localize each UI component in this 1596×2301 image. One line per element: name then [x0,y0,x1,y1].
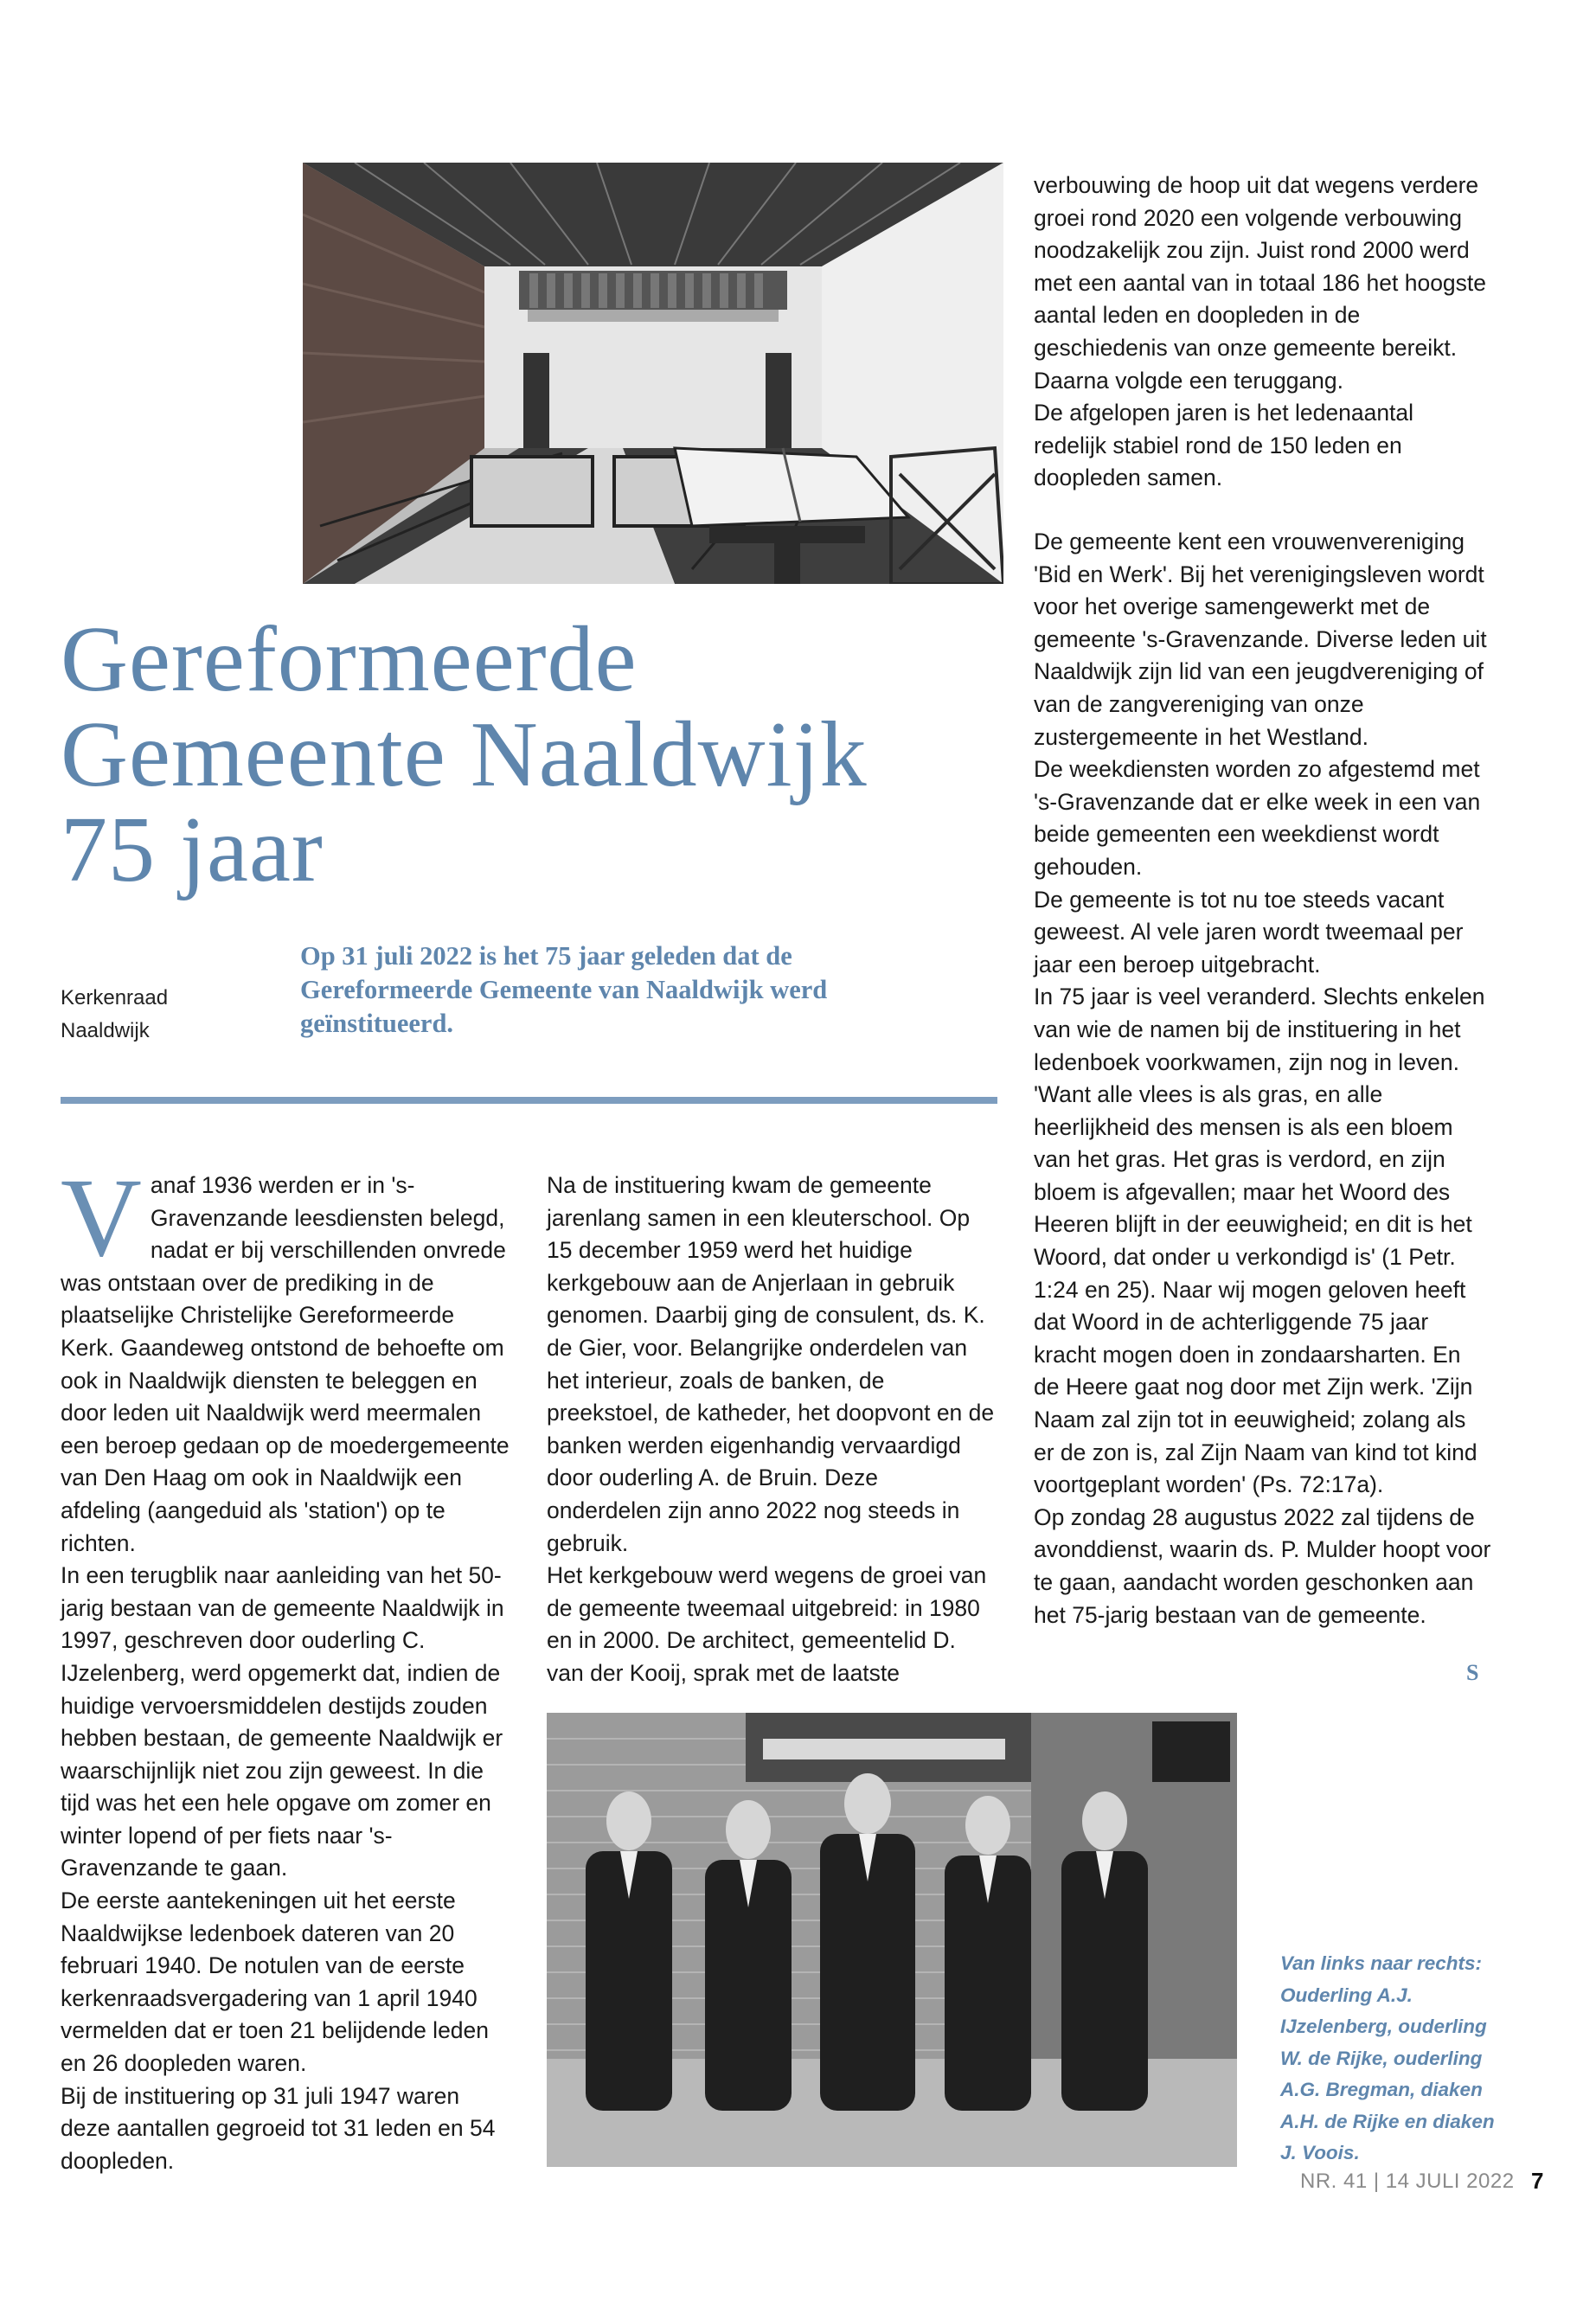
column-3-paragraph-2: De afgelopen jaren is het ledenaantal redelijk stabiel rond de 150 leden en doopleden samen. [1034,400,1414,491]
author-line-1: Kerkenraad [61,986,169,1009]
title-line-3: 75 jaar [61,798,324,901]
column-2-paragraph-2: Het kerkgebouw werd wegens de groei van de gemeente tweemaal uitgebreid: in 1980 en in 2000. De architect, gemeentelid D. van der Kooij, sprak met de laatste [547,1562,987,1686]
column-1-paragraph-3: De eerste aantekeningen uit het eerste Naaldwijkse ledenboek dateren van 20 februari 1940. De notulen van de eerste kerkenraadsvergadering van 1 april 1940 vermelden dat er toen 21 belijdende leden en 26 doopleden waren. [61,1888,490,2077]
article-column-2 [547,1170,997,1690]
article-column-3-top [1034,170,1492,495]
column-1-paragraph-1-text: anaf 1936 werden er in 's-Gravenzande leesdiensten belegd, nadat er bij verschillenden onvrede was ontstaan over de prediking in de plaatselijke Christelijke Gereformeerde Kerk. Gaandeweg ontstond de behoefte om ook in Naaldwijk diensten te beleggen en door leden uit Naaldwijk werd meermalen een beroep gedaan op de moedergemeente van Den Haag om ook in Naaldwijk een afdeling (aangeduid als 'station') op te richten. [61,1172,510,1556]
article-column-1 [61,1156,510,2177]
column-3-paragraph-6: In 75 jaar is veel veranderd. Slechts enkelen van wie de namen bij de instituering in het ledenboek voorkwamen, zijn nog in leven. 'Want alle vlees is als gras, en alle heerlijkheid des mensen is als een bloem van het gras. Het gras is verdord, en zijn bloem is afgevallen; maar het Woord des Heeren blijft in der eeuwigheid; en dit is het Woord, dat onder u verkondigd is' (1 Petr. 1:24 en 25). Naar wij mogen geloven heeft dat Woord in de achterliggende 75 jaar kracht mogen doen in zondaarsharten. En de Heere gaat nog door met Zijn werk. 'Zijn Naam zal zijn tot in eeuwigheid; zolang als er de zon is, zal Zijn Naam van kind tot kind voortgeplant worden' (Ps. 72:17a). [1034,984,1485,1498]
article-lead: Op 31 juli 2022 is het 75 jaar geleden dat de Gereformeerde Gemeente van Naaldwijk werd geïnstitueerd. [300,941,828,1038]
column-3-paragraph-7: Op zondag 28 augustus 2022 zal tijdens de avonddienst, waarin ds. P. Mulder hoopt voor te gaan, aandacht worden geschonken aan het 75-jarig bestaan van de gemeente. [1034,1503,1491,1628]
column-1-paragraph-1 [61,1156,510,1560]
author-line-2: Naaldwijk [61,1019,150,1042]
column-3-paragraph-1: verbouwing de hoop uit dat wegens verdere groei rond 2020 een volgende verbouwing noodzakelijk zou zijn. Juist rond 2000 werd met een aantal van in totaal 186 het hoogste aantal leden en doopleden in de geschiedenis van onze gemeente bereikt. Daarna volgde een teruggang. [1034,172,1487,394]
drop-cap: V [61,1156,142,1280]
footer-issue-info: NR. 41 | 14 JULI 2022 [1300,2170,1515,2193]
photo-caption: Van links naar rechts: Ouderling A.J. IJzelenberg, ouderling W. de Rijke, ouderling A.G. Bregman, diaken A.H. de Rijke en diaken J. Voois. [1280,1952,1495,2163]
council-group-photo [547,1713,1237,2167]
article-column-3-bottom [1034,526,1492,1631]
title-line-1: Gereformeerde [61,608,638,711]
page-number: 7 [1531,2168,1544,2194]
column-3-paragraph-3: De gemeente kent een vrouwenvereniging 'Bid en Werk'. Bij het verenigingsleven wordt voor het overige samengewerkt met de gemeente 's-Gravenzande. Diverse leden uit Naaldwijk zijn lid van een jeugdvereniging of van de zangvereniging van onze zustergemeente in het Westland. [1034,529,1487,750]
title-line-2: Gemeente Naaldwijk [61,703,868,806]
column-3-paragraph-4: De weekdiensten worden zo afgestemd met 's-Gravenzande dat er elke week in een van beide gemeenten een weekdienst wordt gehouden. [1034,756,1481,880]
article-title [61,608,1012,901]
column-3-paragraph-5: De gemeente is tot nu toe steeds vacant geweest. Al vele jaren wordt tweemaal per jaar een beroep uitgebracht. [1034,886,1464,977]
end-of-article-mark: S [1466,1660,1479,1685]
column-1-paragraph-2: In een terugblik naar aanleiding van het 50-jarig bestaan van de gemeente Naaldwijk in 1997, geschreven door ouderling C. IJzelenberg, werd opgemerkt dat, indien de huidige vervoersmiddelen destijds zouden hebben bestaan, de gemeente Naaldwijk er waarschijnlijk niet zou zijn geweest. In die tijd was het een hele opgave om zomer en winter lopend of per fiets naar 's-Gravenzande te gaan. [61,1562,504,1881]
column-2-paragraph-1: Na de instituering kwam de gemeente jarenlang samen in een kleuterschool. Op 15 december 1959 werd het huidige kerkgebouw aan de Anjerlaan in gebruik genomen. Daarbij ging de consulent, ds. K. de Gier, voor. Belangrijke onderdelen van het interieur, zoals de banken, de preekstoel, de katheder, het doopvont en de banken werden eigenhandig vervaardigd door ouderling A. de Bruin. Deze onderdelen zijn anno 2022 nog steeds in gebruik. [547,1172,995,1556]
church-interior-photo [303,163,1003,584]
section-divider [61,1097,997,1104]
column-1-paragraph-4: Bij de instituering op 31 juli 1947 waren deze aantallen gegroeid tot 31 leden en 54 doopleden. [61,2082,496,2174]
article-author [61,982,168,1048]
